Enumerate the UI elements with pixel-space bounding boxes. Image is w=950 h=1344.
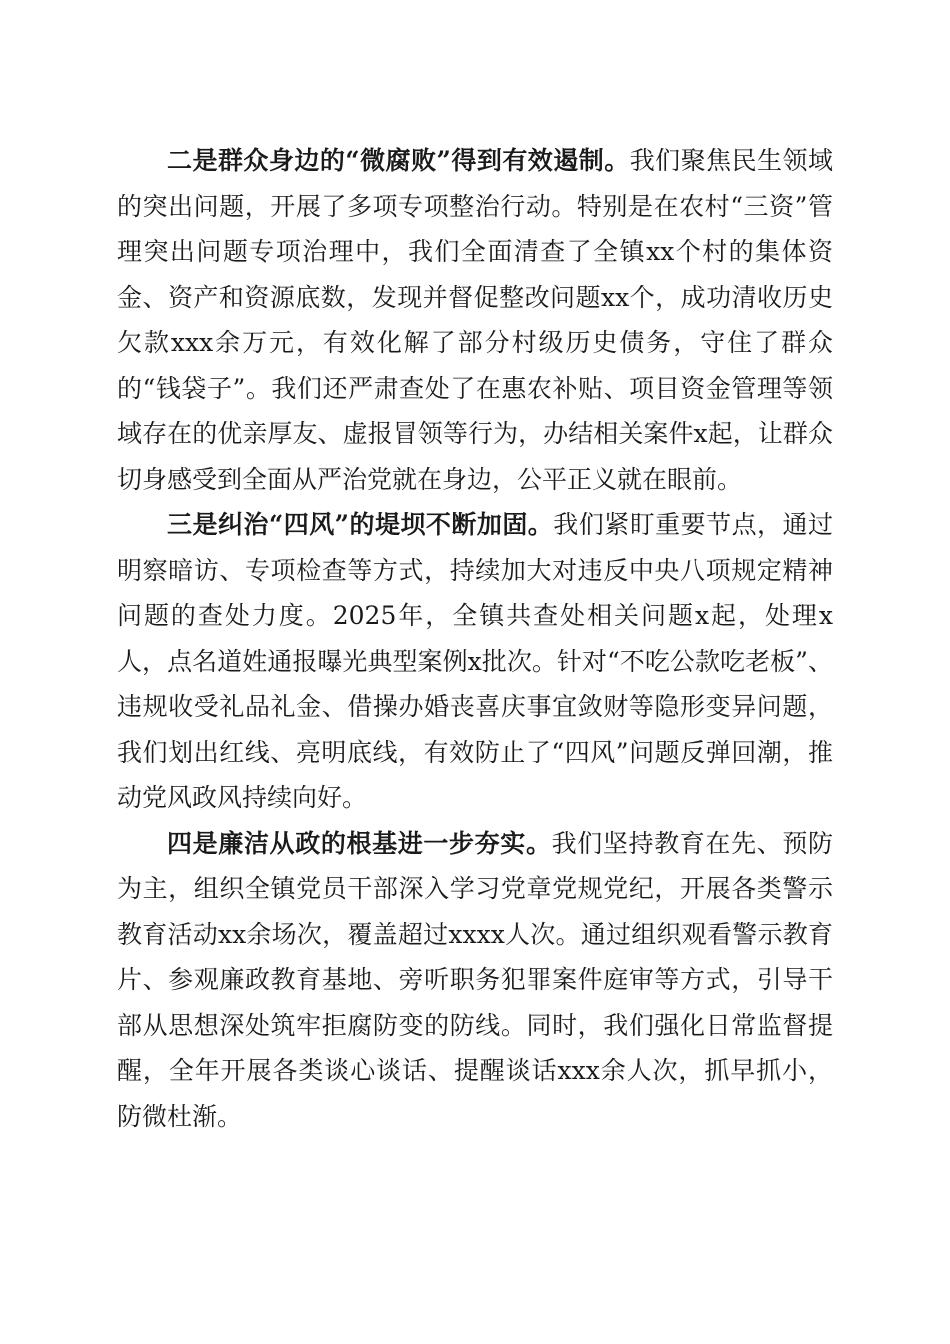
paragraph-two-text: 我们聚焦民生领域的突出问题，开展了多项专项整治行动。特别是在农村“三资”管理突出问题专项治理中，我们全面清查了全镇xx个村的集体资金、资产和资源底数，发现并督促整改问题xx个，成功清收历史欠款xxx余万元，有效化解了部分村级历史债务，守住了群众的“钱袋子”。我们还严肃查处了在惠农补贴、项目资金管理等领域存在的优亲厚友、虚报冒领等行为，办结相关案件x起，让群众切身感受到全面从严治党就在身边，公平正义就在眼前。	[117, 146, 833, 494]
paragraph-two	[117, 138, 833, 502]
paragraph-two-heading: 二是群众身边的“微腐败”得到有效遏制。	[167, 146, 630, 175]
paragraph-four	[117, 821, 833, 1140]
paragraph-four-heading: 四是廉洁从政的根基进一步夯实。	[167, 828, 552, 858]
paragraph-three-text: 我们紧盯重要节点，通过明察暗访、专项检查等方式，持续加大对违反中央八项规定精神问题的查处力度。2025年，全镇共查处相关问题x起，处理x人，点名道姓通报曝光典型案例x批次。针对“不吃公款吃老板”、违规收受礼品礼金、借操办婚丧喜庆事宜敛财等隐形变异问题，我们划出红线、亮明底线，有效防止了“四风”问题反弹回潮，推动党风政风持续向好。	[117, 510, 833, 812]
paragraph-three	[117, 502, 833, 821]
paragraph-four-text: 我们坚持教育在先、预防为主，组织全镇党员干部深入学习党章党规党纪，开展各类警示教育活动xx余场次，覆盖超过xxxx人次。通过组织观看警示教育片、参观廉政教育基地、旁听职务犯罪案件庭审等方式，引导干部从思想深处筑牢拒腐防变的防线。同时，我们强化日常监督提醒，全年开展各类谈心谈话、提醒谈话xxx余人次，抓早抓小，防微杜渐。	[117, 828, 833, 1131]
paragraph-three-heading: 三是纠治“四风”的堤坝不断加固。	[167, 510, 554, 539]
document-body	[117, 138, 833, 1139]
